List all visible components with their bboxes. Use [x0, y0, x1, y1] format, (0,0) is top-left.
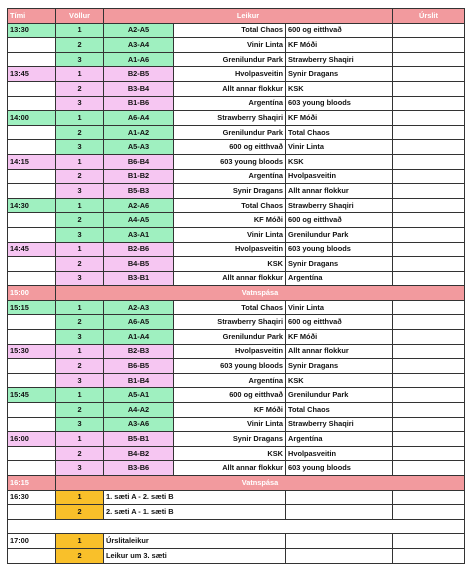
team1-cell: KF Móði — [174, 213, 286, 228]
team1-cell: Hvolpasveitin — [174, 67, 286, 82]
result-cell[interactable] — [393, 169, 465, 184]
field-cell: 3 — [56, 373, 104, 388]
time-cell — [8, 271, 56, 286]
team1-cell: Argentína — [174, 96, 286, 111]
game-row — [8, 417, 465, 432]
time-cell — [8, 373, 56, 388]
game-row — [8, 271, 465, 286]
result-cell[interactable] — [393, 242, 465, 257]
game-code-cell: B3-B6 — [104, 461, 174, 476]
break-row — [8, 476, 465, 491]
field-cell: 1 — [56, 490, 104, 505]
team1-cell: KSK — [174, 257, 286, 272]
result-cell[interactable] — [393, 388, 465, 403]
field-cell: 3 — [56, 52, 104, 67]
result-cell[interactable] — [393, 359, 465, 374]
time-cell — [8, 330, 56, 345]
result-cell[interactable] — [393, 505, 465, 520]
game-code-cell: A2-A3 — [104, 300, 174, 315]
result-cell[interactable] — [393, 373, 465, 388]
game-code-cell: A3-A6 — [104, 417, 174, 432]
time-cell — [8, 461, 56, 476]
time-cell: 17:00 — [8, 534, 56, 549]
game-code-cell: A6-A5 — [104, 315, 174, 330]
field-cell: 2 — [56, 548, 104, 563]
team1-cell: Strawberry Shaqiri — [174, 315, 286, 330]
header-game: Leikur — [104, 9, 393, 24]
team1-cell: Allt annar flokkur — [174, 271, 286, 286]
field-cell: 1 — [56, 23, 104, 38]
game-code-cell: B3-B4 — [104, 81, 174, 96]
team2-cell: 603 young bloods — [286, 242, 393, 257]
time-cell — [8, 96, 56, 111]
time-cell: 14:30 — [8, 198, 56, 213]
team2-cell: KF Móði — [286, 38, 393, 53]
time-cell: 15:30 — [8, 344, 56, 359]
team1-cell: Argentína — [174, 373, 286, 388]
team1-cell: 603 young bloods — [174, 359, 286, 374]
field-cell: 1 — [56, 300, 104, 315]
game-code-cell: A2-A6 — [104, 198, 174, 213]
time-cell — [8, 140, 56, 155]
team1-cell: Allt annar flokkur — [174, 461, 286, 476]
game-code-cell: B1-B6 — [104, 96, 174, 111]
game-code-cell: A2-A5 — [104, 23, 174, 38]
field-cell: 2 — [56, 257, 104, 272]
game-code-cell: B2-B6 — [104, 242, 174, 257]
field-cell: 2 — [56, 403, 104, 418]
game-code-cell: A3-A4 — [104, 38, 174, 53]
time-cell — [8, 227, 56, 242]
semis-row — [8, 490, 465, 505]
time-cell: 13:30 — [8, 23, 56, 38]
time-cell — [8, 505, 56, 520]
time-cell: 15:15 — [8, 300, 56, 315]
team1-cell: Hvolpasveitin — [174, 344, 286, 359]
game-row — [8, 344, 465, 359]
game-code-cell: A5-A1 — [104, 388, 174, 403]
header-field: Völlur — [56, 9, 104, 24]
time-cell — [8, 446, 56, 461]
field-cell: 3 — [56, 461, 104, 476]
team1-cell: Total Chaos — [174, 23, 286, 38]
game-row — [8, 403, 465, 418]
team2-cell: KSK — [286, 81, 393, 96]
break-time: 16:15 — [8, 476, 56, 491]
result-cell[interactable] — [393, 125, 465, 140]
game-code-cell: B1-B4 — [104, 373, 174, 388]
time-cell — [8, 213, 56, 228]
header-result: Úrslit — [393, 9, 465, 24]
team2-cell: Allt annar flokkur — [286, 184, 393, 199]
time-cell — [8, 52, 56, 67]
result-cell[interactable] — [393, 23, 465, 38]
game-row — [8, 169, 465, 184]
result-cell[interactable] — [393, 432, 465, 447]
finals-row — [8, 534, 465, 549]
playoff-label: Úrslitaleikur — [104, 534, 286, 549]
field-cell: 2 — [56, 81, 104, 96]
team2-cell: 600 og eitthvað — [286, 315, 393, 330]
team1-cell: Synir Dragans — [174, 184, 286, 199]
game-code-cell: B4-B2 — [104, 446, 174, 461]
field-cell: 2 — [56, 446, 104, 461]
team2-cell: Vinir Linta — [286, 140, 393, 155]
game-row — [8, 242, 465, 257]
result-cell[interactable] — [393, 52, 465, 67]
semis-body — [8, 490, 465, 534]
team2-cell: 600 og eitthvað — [286, 213, 393, 228]
team1-cell: Synir Dragans — [174, 432, 286, 447]
spacer-row — [8, 519, 465, 534]
game-code-cell: B4-B5 — [104, 257, 174, 272]
playoff-label: Leikur um 3. sæti — [104, 548, 286, 563]
field-cell: 1 — [56, 242, 104, 257]
team2-cell: Allt annar flokkur — [286, 344, 393, 359]
result-cell[interactable] — [393, 154, 465, 169]
time-cell — [8, 548, 56, 563]
playoff-label: 2. sæti A - 1. sæti B — [104, 505, 286, 520]
time-cell — [8, 125, 56, 140]
game-code-cell: B1-B2 — [104, 169, 174, 184]
result-cell[interactable] — [393, 548, 465, 563]
result-cell[interactable] — [393, 534, 465, 549]
field-cell: 1 — [56, 198, 104, 213]
result-cell[interactable] — [393, 446, 465, 461]
team2-cell: Total Chaos — [286, 125, 393, 140]
game-row — [8, 96, 465, 111]
break-1 — [8, 286, 465, 301]
game-code-cell: A4-A2 — [104, 403, 174, 418]
result-cell[interactable] — [393, 198, 465, 213]
field-cell: 2 — [56, 169, 104, 184]
break-row — [8, 286, 465, 301]
game-row — [8, 125, 465, 140]
semis-row — [8, 505, 465, 520]
team1-cell: Grenilundur Park — [174, 52, 286, 67]
team2-cell: Grenilundur Park — [286, 388, 393, 403]
team1-cell: Vinir Linta — [174, 227, 286, 242]
field-cell: 2 — [56, 125, 104, 140]
team1-cell: 603 young bloods — [174, 154, 286, 169]
result-cell[interactable] — [393, 140, 465, 155]
result-cell[interactable] — [393, 271, 465, 286]
result-cell[interactable] — [393, 403, 465, 418]
result-cell[interactable] — [393, 38, 465, 53]
result-cell[interactable] — [393, 300, 465, 315]
schedule-table — [7, 8, 465, 564]
schedule-body-1 — [8, 23, 465, 286]
field-cell: 2 — [56, 359, 104, 374]
field-cell: 3 — [56, 96, 104, 111]
time-cell — [8, 257, 56, 272]
result-cell[interactable] — [393, 96, 465, 111]
game-code-cell: A4-A5 — [104, 213, 174, 228]
team2-cell: Hvolpasveitin — [286, 446, 393, 461]
team1-cell: 600 og eitthvað — [174, 388, 286, 403]
game-row — [8, 52, 465, 67]
game-code-cell: A1-A6 — [104, 52, 174, 67]
empty-cell — [286, 490, 393, 505]
time-cell: 14:00 — [8, 111, 56, 126]
time-cell — [8, 184, 56, 199]
game-row — [8, 227, 465, 242]
team2-cell: Argentína — [286, 432, 393, 447]
team1-cell: Strawberry Shaqiri — [174, 111, 286, 126]
field-cell: 1 — [56, 154, 104, 169]
team1-cell: Argentína — [174, 169, 286, 184]
team2-cell: Vinir Linta — [286, 300, 393, 315]
game-code-cell: B5-B1 — [104, 432, 174, 447]
result-cell[interactable] — [393, 184, 465, 199]
game-code-cell: A3-A1 — [104, 227, 174, 242]
result-cell[interactable] — [393, 490, 465, 505]
finals-body — [8, 534, 465, 563]
game-code-cell: A5-A3 — [104, 140, 174, 155]
field-cell: 2 — [56, 213, 104, 228]
header-row — [8, 9, 465, 24]
field-cell: 3 — [56, 417, 104, 432]
game-code-cell: B3-B1 — [104, 271, 174, 286]
time-cell: 13:45 — [8, 67, 56, 82]
time-cell — [8, 315, 56, 330]
field-cell: 3 — [56, 271, 104, 286]
game-code-cell: B2-B3 — [104, 344, 174, 359]
break-time: 15:00 — [8, 286, 56, 301]
game-row — [8, 359, 465, 374]
result-cell[interactable] — [393, 111, 465, 126]
time-cell — [8, 38, 56, 53]
field-cell: 2 — [56, 505, 104, 520]
game-row — [8, 213, 465, 228]
team1-cell: KSK — [174, 446, 286, 461]
result-cell[interactable] — [393, 315, 465, 330]
game-row — [8, 315, 465, 330]
game-row — [8, 432, 465, 447]
game-code-cell: A1-A4 — [104, 330, 174, 345]
team2-cell: Strawberry Shaqiri — [286, 198, 393, 213]
team2-cell: Argentína — [286, 271, 393, 286]
result-cell[interactable] — [393, 67, 465, 82]
team1-cell: KF Móði — [174, 403, 286, 418]
team2-cell: KSK — [286, 154, 393, 169]
game-code-cell: A6-A4 — [104, 111, 174, 126]
team1-cell: Vinir Linta — [174, 417, 286, 432]
game-row — [8, 67, 465, 82]
empty-cell — [286, 534, 393, 549]
game-row — [8, 373, 465, 388]
result-cell[interactable] — [393, 344, 465, 359]
playoff-label: 1. sæti A - 2. sæti B — [104, 490, 286, 505]
break-2 — [8, 476, 465, 491]
field-cell: 1 — [56, 111, 104, 126]
field-cell: 1 — [56, 432, 104, 447]
field-cell: 2 — [56, 315, 104, 330]
game-row — [8, 300, 465, 315]
game-row — [8, 23, 465, 38]
result-cell[interactable] — [393, 330, 465, 345]
time-cell — [8, 403, 56, 418]
field-cell: 1 — [56, 67, 104, 82]
game-code-cell: B2-B5 — [104, 67, 174, 82]
game-code-cell: B6-B5 — [104, 359, 174, 374]
field-cell: 3 — [56, 140, 104, 155]
header-time: Tími — [8, 9, 56, 24]
field-cell: 1 — [56, 534, 104, 549]
team2-cell: Synir Dragans — [286, 257, 393, 272]
game-row — [8, 140, 465, 155]
team1-cell: Allt annar flokkur — [174, 81, 286, 96]
team1-cell: Total Chaos — [174, 198, 286, 213]
time-cell: 16:00 — [8, 432, 56, 447]
result-cell[interactable] — [393, 81, 465, 96]
time-cell — [8, 417, 56, 432]
team2-cell: 600 og eitthvað — [286, 23, 393, 38]
game-row — [8, 330, 465, 345]
game-code-cell: B6-B4 — [104, 154, 174, 169]
time-cell: 16:30 — [8, 490, 56, 505]
field-cell: 1 — [56, 388, 104, 403]
game-row — [8, 81, 465, 96]
game-row — [8, 154, 465, 169]
field-cell: 3 — [56, 184, 104, 199]
team2-cell: 603 young bloods — [286, 96, 393, 111]
team2-cell: Strawberry Shaqiri — [286, 417, 393, 432]
schedule-body-2 — [8, 300, 465, 475]
game-row — [8, 111, 465, 126]
team2-cell: Synir Dragans — [286, 67, 393, 82]
team2-cell: Strawberry Shaqiri — [286, 52, 393, 67]
game-row — [8, 388, 465, 403]
finals-row — [8, 548, 465, 563]
team1-cell: Vinir Linta — [174, 38, 286, 53]
team1-cell: Grenilundur Park — [174, 330, 286, 345]
game-row — [8, 257, 465, 272]
team2-cell: KF Móði — [286, 330, 393, 345]
game-row — [8, 198, 465, 213]
time-cell: 14:45 — [8, 242, 56, 257]
game-row — [8, 184, 465, 199]
game-row — [8, 446, 465, 461]
team2-cell: Total Chaos — [286, 403, 393, 418]
team2-cell: Synir Dragans — [286, 359, 393, 374]
field-cell: 3 — [56, 330, 104, 345]
team1-cell: Grenilundur Park — [174, 125, 286, 140]
empty-cell — [286, 505, 393, 520]
result-cell[interactable] — [393, 213, 465, 228]
result-cell[interactable] — [393, 461, 465, 476]
team2-cell: KF Móði — [286, 111, 393, 126]
team2-cell: KSK — [286, 373, 393, 388]
game-code-cell: B5-B3 — [104, 184, 174, 199]
field-cell: 1 — [56, 344, 104, 359]
team1-cell: Total Chaos — [174, 300, 286, 315]
game-row — [8, 38, 465, 53]
time-cell — [8, 359, 56, 374]
team1-cell: Hvolpasveitin — [174, 242, 286, 257]
team1-cell: 600 og eitthvað — [174, 140, 286, 155]
game-row — [8, 461, 465, 476]
team2-cell: Grenilundur Park — [286, 227, 393, 242]
game-code-cell: A1-A2 — [104, 125, 174, 140]
break-label: Vatnspása — [56, 476, 465, 491]
field-cell: 2 — [56, 38, 104, 53]
time-cell: 15:45 — [8, 388, 56, 403]
time-cell: 14:15 — [8, 154, 56, 169]
result-cell[interactable] — [393, 417, 465, 432]
team2-cell: 603 young bloods — [286, 461, 393, 476]
team2-cell: Hvolpasveitin — [286, 169, 393, 184]
time-cell — [8, 169, 56, 184]
result-cell[interactable] — [393, 227, 465, 242]
empty-cell — [286, 548, 393, 563]
field-cell: 3 — [56, 227, 104, 242]
break-label: Vatnspása — [56, 286, 465, 301]
result-cell[interactable] — [393, 257, 465, 272]
time-cell — [8, 81, 56, 96]
